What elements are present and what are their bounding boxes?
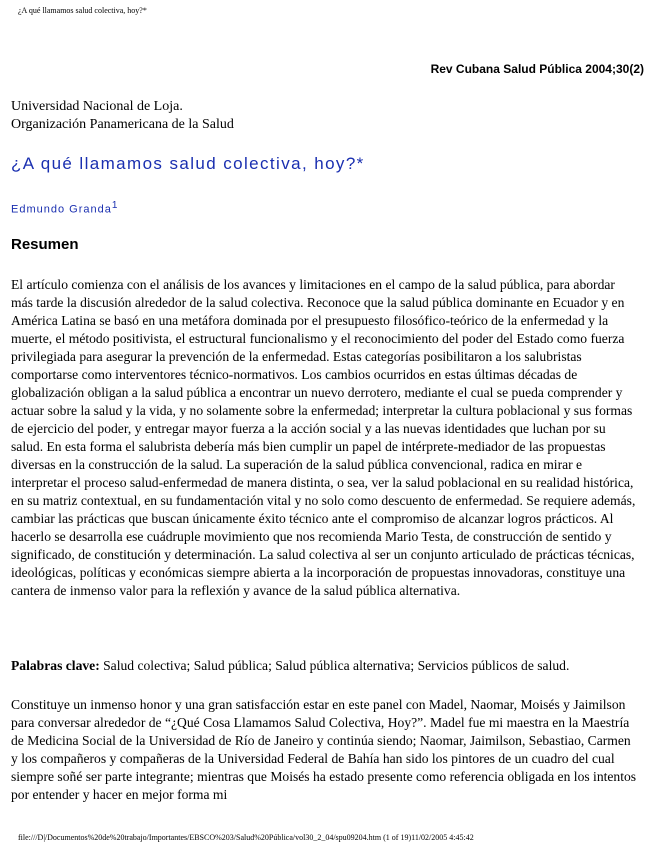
author-name[interactable]: Edmundo Granda — [11, 203, 112, 216]
article-title: ¿A qué llamamos salud colectiva, hoy?* — [11, 154, 365, 173]
body-paragraph: Constituye un inmenso honor y una gran satisfacción estar en este panel con Madel, Naomar, Moisés y Jaimilson para conversar alrededor de “¿Qué Cosa Llamamos Salud Colectiva, Hoy?”. Madel fue mi maestra en la Maestría de Medicina Social de la Universidad de Río de Janeiro y continúa siendo; Naomar, Jaimilson, Sebastiao, Carmen y los compañeros y compañeras de la Universidad Federal de Bahía han sido los pintores de un cuadro del cual siempre soñé ser parte integrante; mientras que Moisés ha estado presente como referencia obligada en los intentos por entender y hacer en mejor forma mi — [11, 697, 637, 802]
journal-reference: Rev Cubana Salud Pública 2004;30(2) — [430, 62, 644, 76]
keywords — [11, 657, 641, 675]
affiliations — [11, 98, 234, 134]
author-footnote-marker[interactable]: 1 — [111, 200, 118, 211]
affiliation-line: Organización Panamericana de la Salud — [11, 117, 234, 132]
keywords-text: Salud colectiva; Salud pública; Salud pública alternativa; Servicios públicos de salud. — [99, 658, 570, 673]
abstract-text: El artículo comienza con el análisis de los avances y limitaciones en el campo de la salud pública, para abordar más tarde la discusión alrededor de la salud colectiva. Reconoce que la salud pública dominante en Ecuador y en América Latina se basó en una metáfora dominada por el presupuesto filosófico-teórico de la enfermedad y la muerte, el método positivista, el estructural funcionalismo y el reconocimiento del poder del Estado como fuerza privilegiada para asegurar la prevención de la enfermedad. Estas categorías posibilitaron a los salubristas comportarse como interventores técnico-normativos. Los cambios ocurridos en estas últimas décadas de globalización obligan a la salud pública a encontrar un nuevo derrotero, mediante el cual se pueda comprender y actuar sobre la salud y la vida, y no solamente sobre la enfermedad; interpretar la cultura poblacional y sus formas de ejercicio del poder, y entregar mayor fuerza a la acción social y a las nuevas identidades que luchan por su salud. En esta forma el salubrista debería más bien cumplir un papel de intérprete-mediador de las propuestas diversas en la construcción de la salud. La superación de la salud pública convencional, radica en mirar e interpretar el proceso salud-enfermedad de manera distinta, o sea, ver la salud poblacional en su realidad histórica, en su matriz contextual, en su fundamentación vital y no solo como descuento de enfermedad. Se requiere además, cambiar las prácticas que buscan únicamente éxito técnico ante el compromiso de alcanzar logros prácticos. Al hacerlo se desarrolla ese cuádruple movimiento que nos recomienda Mario Testa, de construcción de sentido y significado, de constitución y determinación. La salud colectiva al ser un conjunto articulado de prácticas técnicas, ideológicas, políticas y económicas siempre abierta a la incorporación de propuestas innovadoras, constituye una cantera de inmenso valor para la reflexión y avance de la salud pública alternativa. — [11, 277, 636, 598]
abstract-heading: Resumen — [11, 236, 79, 253]
page-footer-url: file:///D|/Documentos%20de%20trabajo/Importantes/EBSCO%203/Salud%20Pública/vol30_2_04/spu09204.htm (1 of 19)11/02/2005 4:45:42 — [18, 833, 474, 842]
author-line — [11, 200, 117, 216]
affiliation-line: Universidad Nacional de Loja. — [11, 99, 183, 114]
keywords-label: Palabras clave: — [11, 658, 100, 673]
browser-page-title: ¿A qué llamamos salud colectiva, hoy?* — [18, 6, 147, 15]
